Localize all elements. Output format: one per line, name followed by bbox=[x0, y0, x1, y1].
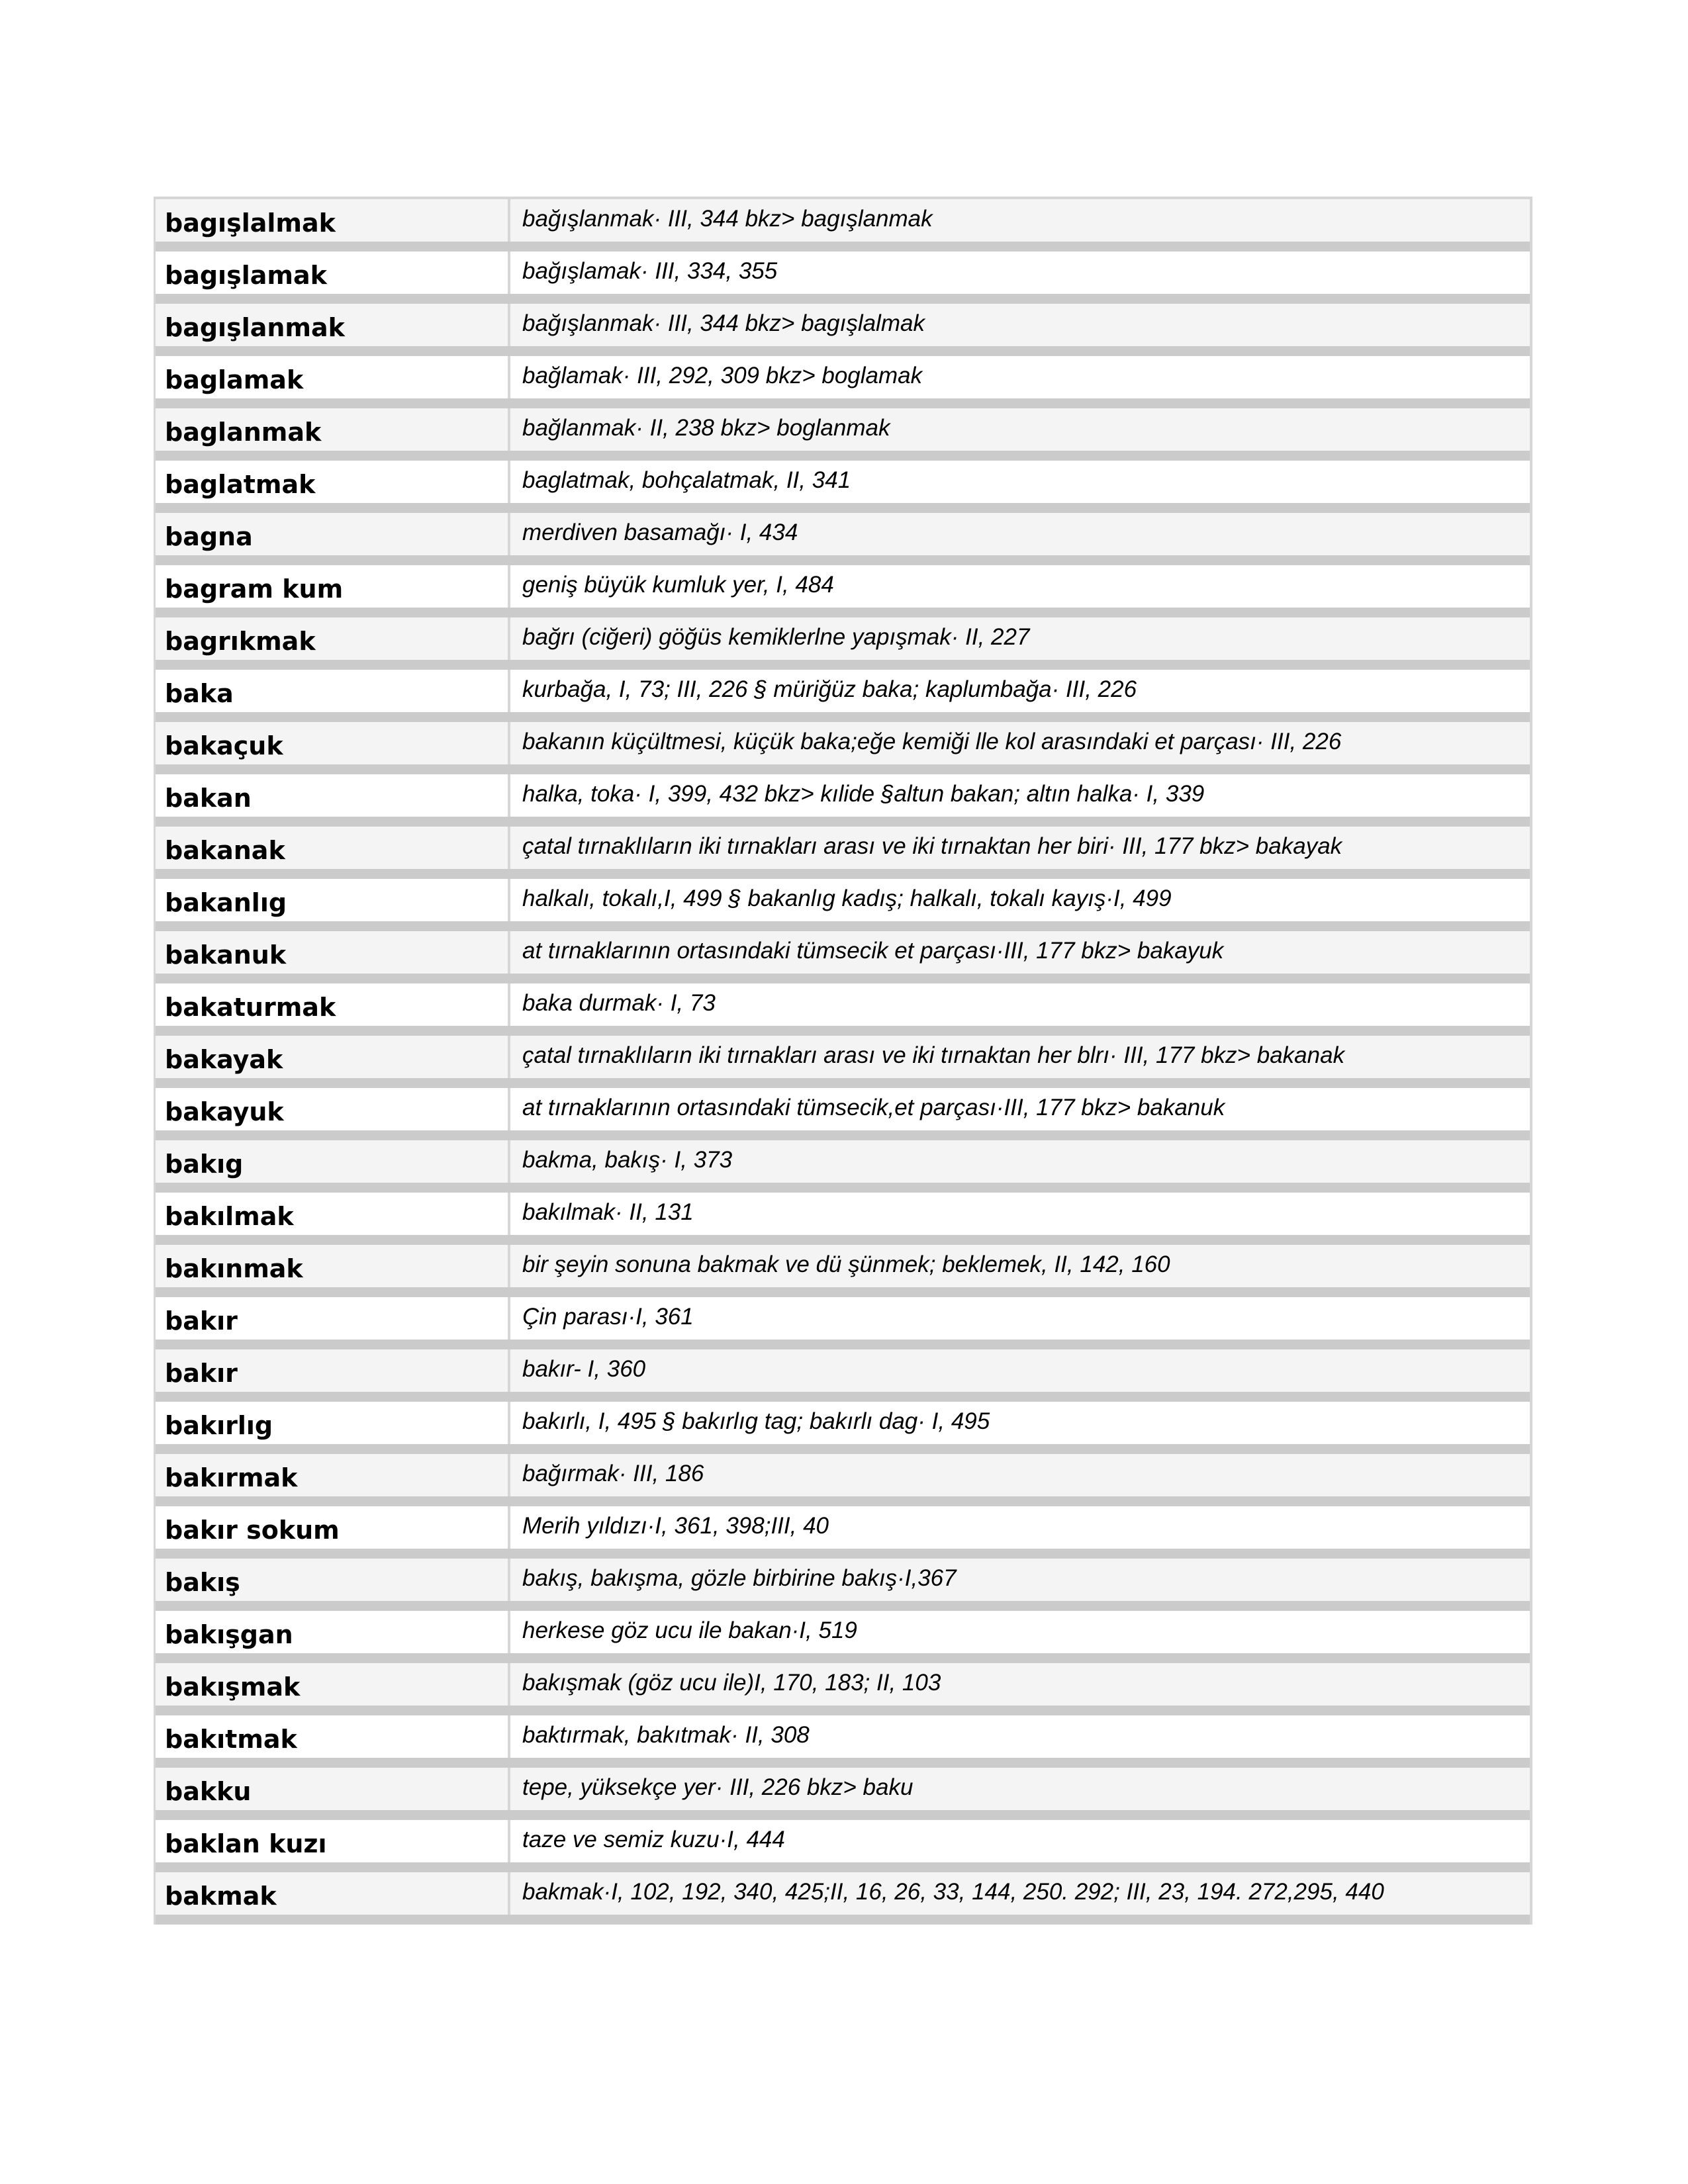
entry-term: bakaturmak bbox=[156, 983, 510, 1026]
entry-definition: bağırmak· III, 186 bbox=[522, 1461, 704, 1486]
entry-term: bakıg bbox=[156, 1140, 510, 1183]
entry-term: bagışlalmak bbox=[156, 199, 510, 242]
entry-term: bakır sokum bbox=[156, 1506, 510, 1549]
entry-definition: bir şeyin sonuna bakmak ve dü şünmek; beklemek, II, 142, 160 bbox=[522, 1251, 1170, 1277]
entry-definition: bakırlı, I, 495 § bakırlıg tag; bakırlı dag· I, 495 bbox=[522, 1408, 990, 1434]
table-row bbox=[156, 304, 1530, 356]
table-row bbox=[156, 356, 1530, 408]
entry-definition: bakılmak· II, 131 bbox=[522, 1199, 694, 1225]
entry-definition: bağışlamak· III, 334, 355 bbox=[522, 258, 778, 284]
entry-definition: çatal tırnaklıların iki tırnakları arası ve iki tırnaktan her blrı· III, 177 bkz> bakanak bbox=[522, 1042, 1345, 1068]
entry-term: bakışgan bbox=[156, 1611, 510, 1653]
entry-definition: kurbağa, I, 73; III, 226 § müriğüz baka; kaplumbağa· III, 226 bbox=[522, 676, 1137, 702]
entry-term: baglamak bbox=[156, 356, 510, 398]
entry-term: bagram kum bbox=[156, 565, 510, 608]
entry-definition: geniş büyük kumluk yer, I, 484 bbox=[522, 572, 834, 598]
entry-term: bakış bbox=[156, 1559, 510, 1601]
entry-definition: baglatmak, bohçalatmak, II, 341 bbox=[522, 467, 851, 493]
entry-definition: baktırmak, bakıtmak· II, 308 bbox=[522, 1722, 810, 1748]
entry-definition: bağrı (ciğeri) göğüs kemiklerlne yapışmak· II, 227 bbox=[522, 624, 1030, 650]
entry-term: bakaçuk bbox=[156, 722, 510, 764]
table-row bbox=[156, 1036, 1530, 1088]
table-row bbox=[156, 1193, 1530, 1245]
table-row bbox=[156, 1663, 1530, 1715]
entry-term: bagrıkmak bbox=[156, 617, 510, 660]
entry-term: bakışmak bbox=[156, 1663, 510, 1706]
table-row bbox=[156, 983, 1530, 1036]
entry-definition: tepe, yüksekçe yer· III, 226 bkz> baku bbox=[522, 1774, 914, 1800]
entry-term: bakan bbox=[156, 774, 510, 817]
table-row bbox=[156, 774, 1530, 827]
entry-definition: bakanın küçültmesi, küçük baka;eğe kemiği lle kol arasındaki et parçası· III, 226 bbox=[522, 729, 1342, 754]
table-row bbox=[156, 199, 1530, 251]
entry-definition: baka durmak· I, 73 bbox=[522, 990, 716, 1016]
table-row bbox=[156, 1872, 1530, 1925]
entry-definition: Çin parası·I, 361 bbox=[522, 1304, 694, 1330]
table-row bbox=[156, 1402, 1530, 1454]
entry-term: bakanuk bbox=[156, 931, 510, 974]
table-row bbox=[156, 565, 1530, 617]
table-row bbox=[156, 1349, 1530, 1402]
entry-term: bakayuk bbox=[156, 1088, 510, 1130]
table-row bbox=[156, 617, 1530, 670]
table-row bbox=[156, 1140, 1530, 1193]
dictionary-table bbox=[154, 197, 1532, 1925]
entry-definition: taze ve semiz kuzu·I, 444 bbox=[522, 1827, 785, 1852]
entry-definition: bakış, bakışma, gözle birbirine bakış·I,367 bbox=[522, 1565, 957, 1591]
table-row bbox=[156, 1611, 1530, 1663]
entry-term: bakırmak bbox=[156, 1454, 510, 1496]
entry-term: bagışlanmak bbox=[156, 304, 510, 346]
entry-term: bakku bbox=[156, 1768, 510, 1810]
entry-definition: bakmak·I, 102, 192, 340, 425;II, 16, 26, 33, 144, 250. 292; III, 23, 194. 272,295, 440 bbox=[522, 1879, 1384, 1905]
table-row bbox=[156, 1088, 1530, 1140]
table-row bbox=[156, 1297, 1530, 1349]
table-row bbox=[156, 251, 1530, 304]
entry-definition: merdiven basamağı· I, 434 bbox=[522, 520, 798, 545]
entry-definition: halkalı, tokalı,I, 499 § bakanlıg kadış; halkalı, tokalı kayış·I, 499 bbox=[522, 886, 1172, 911]
entry-definition: Merih yıldızı·I, 361, 398;III, 40 bbox=[522, 1513, 829, 1539]
table-row bbox=[156, 1559, 1530, 1611]
entry-term: bakır bbox=[156, 1349, 510, 1392]
table-row bbox=[156, 879, 1530, 931]
table-row bbox=[156, 513, 1530, 565]
entry-definition: halka, toka· I, 399, 432 bkz> kılide §altun bakan; altın halka· I, 339 bbox=[522, 781, 1205, 807]
entry-term: bakıtmak bbox=[156, 1715, 510, 1758]
table-row bbox=[156, 722, 1530, 774]
entry-definition: bakır- I, 360 bbox=[522, 1356, 646, 1382]
entry-definition: herkese göz ucu ile bakan·I, 519 bbox=[522, 1617, 857, 1643]
table-row bbox=[156, 408, 1530, 461]
entry-term: bakırlıg bbox=[156, 1402, 510, 1444]
entry-term: bakayak bbox=[156, 1036, 510, 1078]
table-row bbox=[156, 670, 1530, 722]
table-row bbox=[156, 461, 1530, 513]
entry-definition: çatal tırnaklıların iki tırnakları arası ve iki tırnaktan her biri· III, 177 bkz> bakayak bbox=[522, 833, 1342, 859]
entry-term: bakmak bbox=[156, 1872, 510, 1915]
table-row bbox=[156, 931, 1530, 983]
entry-definition: bağlamak· III, 292, 309 bkz> boglamak bbox=[522, 363, 923, 388]
entry-term: bakanak bbox=[156, 827, 510, 869]
table-row bbox=[156, 1820, 1530, 1872]
entry-definition: bakma, bakış· I, 373 bbox=[522, 1147, 733, 1173]
entry-term: baglanmak bbox=[156, 408, 510, 451]
entry-term: baka bbox=[156, 670, 510, 712]
table-row bbox=[156, 827, 1530, 879]
entry-definition: at tırnaklarının ortasındaki tümsecik et parçası·III, 177 bkz> bakayuk bbox=[522, 938, 1224, 964]
entry-definition: at tırnaklarının ortasındaki tümsecik,et parçası·III, 177 bkz> bakanuk bbox=[522, 1095, 1225, 1120]
entry-term: bakanlıg bbox=[156, 879, 510, 921]
entry-term: bagışlamak bbox=[156, 251, 510, 294]
table-row bbox=[156, 1715, 1530, 1768]
entry-term: baklan kuzı bbox=[156, 1820, 510, 1862]
entry-term: bakır bbox=[156, 1297, 510, 1340]
entry-definition: bağlanmak· II, 238 bkz> boglanmak bbox=[522, 415, 890, 441]
entry-term: baglatmak bbox=[156, 461, 510, 503]
entry-definition: bağışlanmak· III, 344 bkz> bagışlanmak bbox=[522, 206, 933, 232]
table-row bbox=[156, 1506, 1530, 1559]
entry-definition: bakışmak (göz ucu ile)I, 170, 183; II, 103 bbox=[522, 1670, 941, 1696]
entry-definition: bağışlanmak· III, 344 bkz> bagışlalmak bbox=[522, 310, 925, 336]
entry-term: bagna bbox=[156, 513, 510, 555]
entry-term: bakılmak bbox=[156, 1193, 510, 1235]
entry-term: bakınmak bbox=[156, 1245, 510, 1287]
table-row bbox=[156, 1454, 1530, 1506]
table-row bbox=[156, 1768, 1530, 1820]
table-row bbox=[156, 1245, 1530, 1297]
